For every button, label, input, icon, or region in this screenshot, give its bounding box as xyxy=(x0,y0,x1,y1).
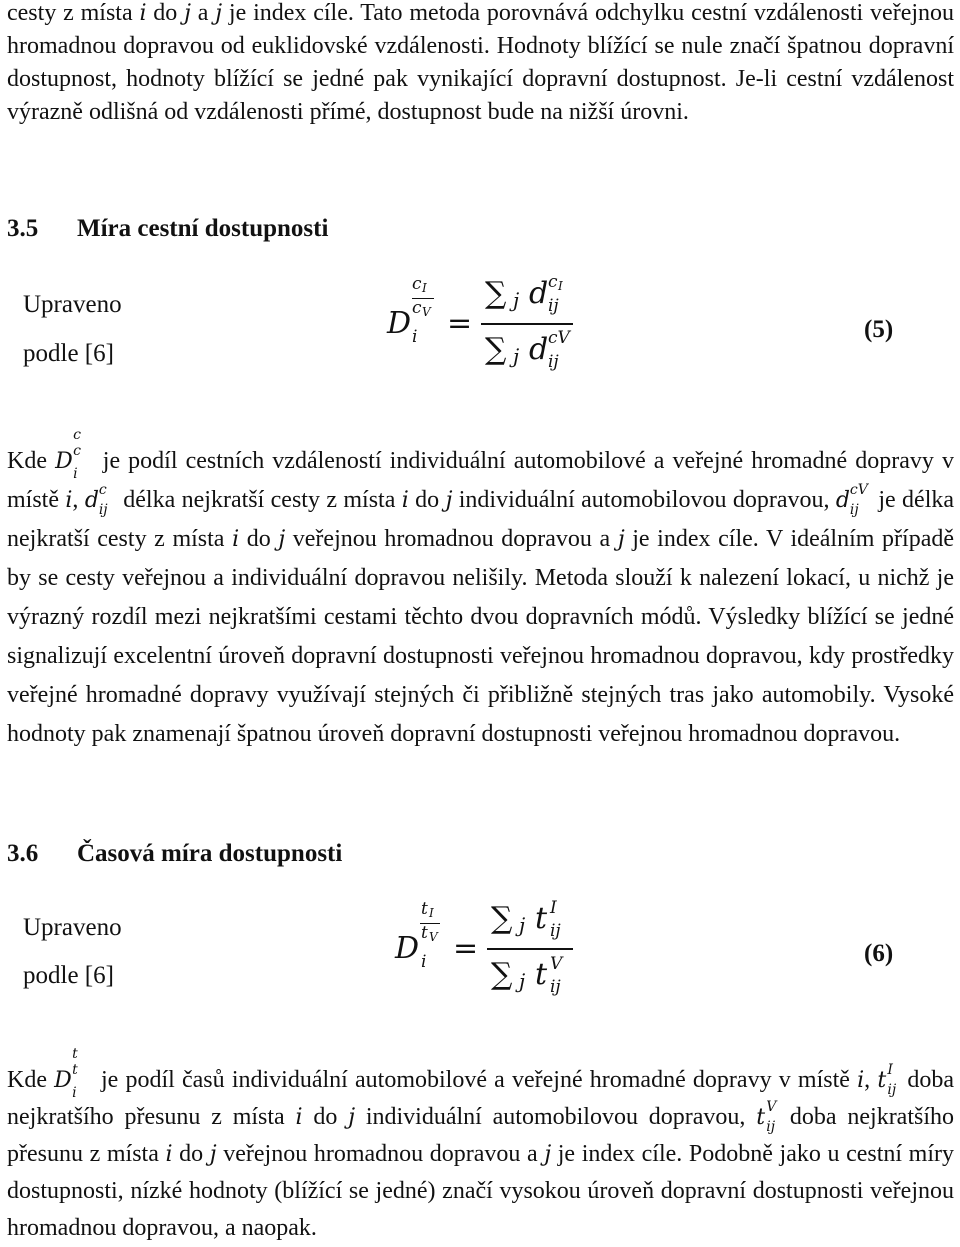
section-heading-3-5: 3.5 Míra cestní dostupnosti xyxy=(7,215,329,242)
section-3-6-paragraph: Kde D t t i je podíl časů individuální automobilové a veřejné hromadné dopravy v místě i, t I ij doba nejkratšího přesunu z místa i do j individuální automobilovou dopravou, t V ij doba nejkratšího přesunu z místa i do j veřejnou hromadnou dopravou a j je index cíle. Podobně jako u cestní míry dostupnosti, nízké hodnoty (blížící se jedné) značí vysokou úroveň dopravní dostupnosti veřejnou hromadnou dopravou, a naopak. xyxy=(7,1046,955,1241)
source-label: podle [6] xyxy=(23,962,114,989)
math-D-time-ratio: D t t i xyxy=(54,1046,78,1101)
source-label: Upraveno xyxy=(23,914,122,941)
equation-5: D c I c V i = ∑ j d c I ij ∑ j d cV ij xyxy=(385,268,625,383)
equation-number: (5) xyxy=(864,316,894,343)
math-d-ij-cI: d c ij xyxy=(84,482,108,518)
section-heading-3-6: 3.6 Časová míra dostupnosti xyxy=(7,840,343,867)
intro-paragraph: cesty z místa i do j a j je index cíle. Tato metoda porovnává odchylku cestní vzdálenosti veřejnou hromadnou dopravou od euklidovské vzdálenosti. Hodnoty blížící se nule značí špatnou dopravní dostupnost, hodnoty blížící se jedné pak vynikající dopravní dostupnost. Je-li cestní vzdálenost výrazně odlišná od vzdálenosti přímé, dostupnost bude na nižší úrovni. xyxy=(7,0,955,125)
equation-6: D t I t V i = ∑ j t I ij ∑ j t V ij xyxy=(393,895,633,1005)
math-t-ij-V: t V ij xyxy=(756,1099,777,1135)
math-t-ij-I: t I ij xyxy=(877,1062,897,1098)
equation-number: (6) xyxy=(864,940,894,967)
math-d-ij-cV: d cV ij xyxy=(835,482,868,518)
math-D-ratio: D c c i xyxy=(55,427,81,482)
source-label: podle [6] xyxy=(23,340,114,367)
section-3-5-paragraph: Kde D c c i je podíl cestních vzdáleností individuální automobilové a veřejné hromadné dopravy v místě i, d c ij délka nejkratší cesty z místa i do j individuální automobilovou dopravou, d cV ij je délka nejkratší cesty z místa i do j veřejnou hromadnou dopravou a j je index cíle. V ideálním případě by se cesty veřejnou a individuální dopravou nelišily. Metoda slouží k nalezení lokací, u nichž je výrazný rozdíl mezi nejkratšími cestami těchto dvou dopravních módů. Výsledky blížící se jedné signalizují excelentní úroveň dopravní dostupnosti veřejnou hromadnou dopravou, kdy prostředky veřejné hromadné dopravy využívají stejných či přibližně stejných tras jako automobily. Vysoké hodnoty pak znamenají špatnou úroveň dopravní dostupnosti veřejnou hromadnou dopravou. xyxy=(7,427,955,747)
source-label: Upraveno xyxy=(23,291,122,318)
